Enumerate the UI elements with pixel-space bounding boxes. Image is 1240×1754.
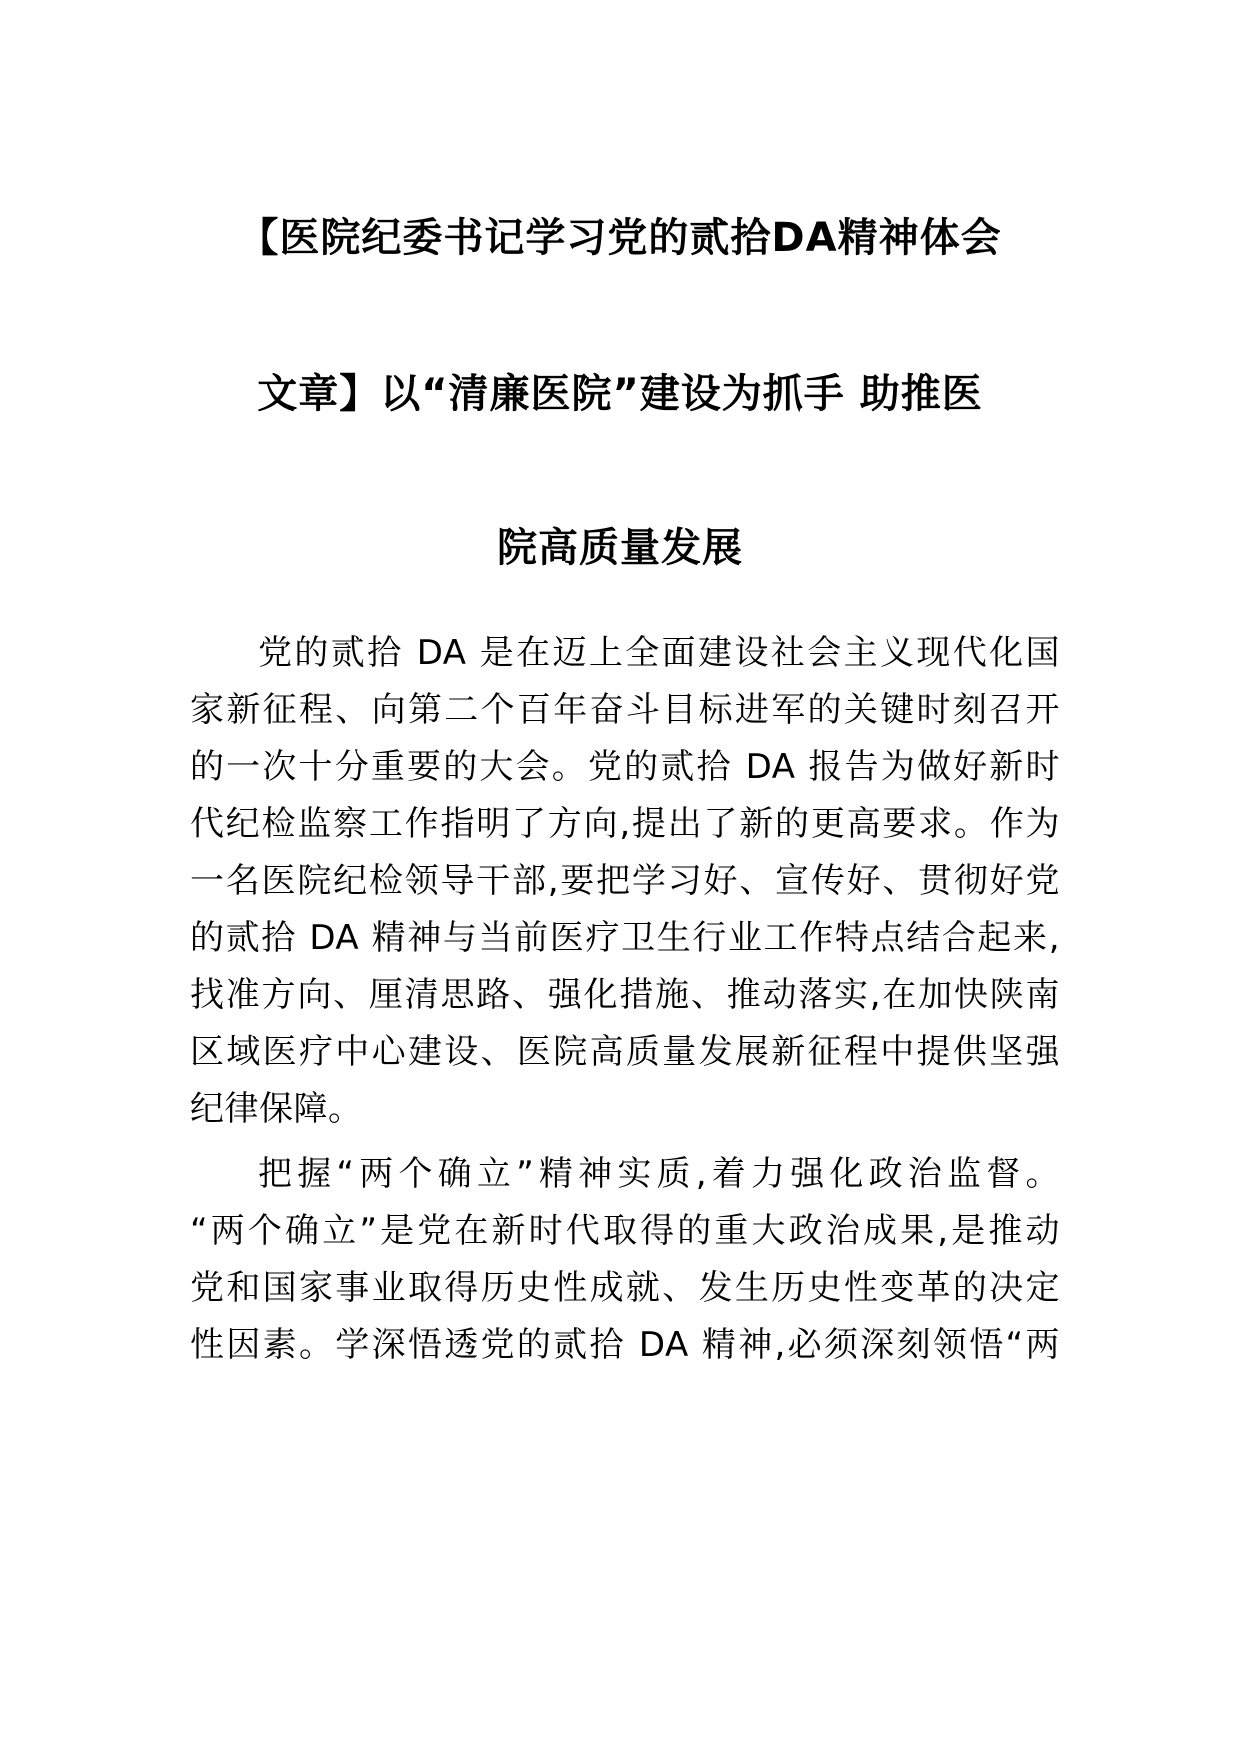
- paragraph-1-line-2: 家新征程、向第二个百年奋斗目标进军的关键时刻召开: [190, 690, 1060, 730]
- paragraph-2-line-2: “两个确立”是党在新时代取得的重大政治成果,是推动: [190, 1211, 1060, 1251]
- paragraph-1-line-7: 找准方向、厘清思路、强化措施、推动落实,在加快陕南: [190, 975, 1060, 1015]
- paragraph-1-line-5: 一名医院纪检领导干部,要把学习好、宣传好、贯彻好党: [190, 861, 1060, 901]
- paragraph-2-line-4: 性因素。学深悟透党的贰拾 DA 精神,必须深刻领悟“两: [190, 1325, 1060, 1365]
- document-title-line-1: 【医院纪委书记学习党的贰拾DA精神体会: [238, 215, 1002, 261]
- paragraph-2-line-1: 把握“两个确立”精神实质,着力强化政治监督。: [258, 1154, 1060, 1194]
- paragraph-2-line-3: 党和国家事业取得历史性成就、发生历史性变革的决定: [190, 1268, 1060, 1308]
- document-title-line-3: 院高质量发展: [497, 525, 743, 571]
- document-title-line-2: 文章】以“清廉医院”建设为抓手 助推医: [257, 371, 983, 417]
- paragraph-1-line-8: 区域医疗中心建设、医院高质量发展新征程中提供坚强: [190, 1032, 1060, 1072]
- paragraph-1-line-4: 代纪检监察工作指明了方向,提出了新的更高要求。作为: [190, 804, 1060, 844]
- paragraph-1-line-6: 的贰拾 DA 精神与当前医疗卫生行业工作特点结合起来,: [190, 918, 1060, 958]
- paragraph-1-line-1: 党的贰拾 DA 是在迈上全面建设社会主义现代化国: [258, 633, 1060, 673]
- paragraph-1-line-3: 的一次十分重要的大会。党的贰拾 DA 报告为做好新时: [190, 747, 1060, 787]
- paragraph-1-line-9: 纪律保障。: [190, 1089, 363, 1129]
